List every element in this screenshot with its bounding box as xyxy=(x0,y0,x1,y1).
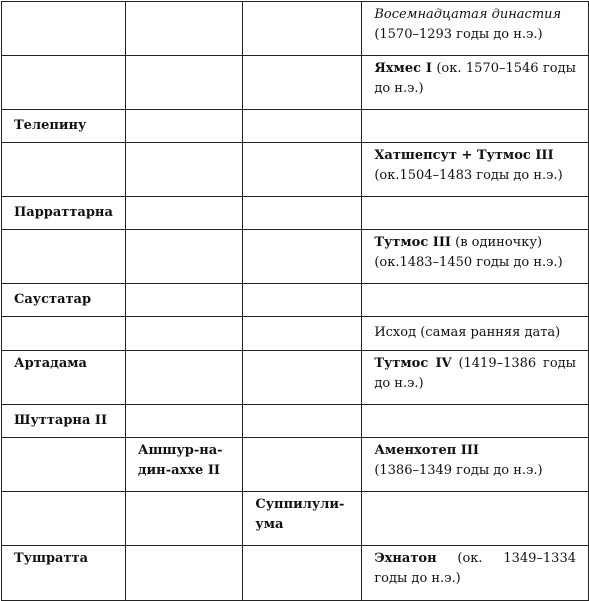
cell-mitanni: Парраттарна xyxy=(2,197,126,230)
cell-mitanni xyxy=(2,230,126,284)
cell-egypt xyxy=(362,492,589,546)
ruler-name: Тутмос III xyxy=(374,235,452,250)
table-row xyxy=(2,492,589,546)
cell-hatti xyxy=(243,492,362,546)
ruler-dates: (ок. 1349–1334 годы до н.э.) xyxy=(374,551,576,586)
ruler-dates: (ок. 1570–1546 годы до н.э.) xyxy=(374,61,576,96)
table-row xyxy=(2,197,589,230)
table-row xyxy=(2,438,589,492)
cell-hatti xyxy=(243,230,362,284)
cell-assyria xyxy=(125,110,243,143)
ruler-dates: (в одиночку) (ок.1483–1450 годы до н.э.) xyxy=(374,235,563,270)
cell-hatti xyxy=(243,438,362,492)
cell-hatti xyxy=(243,143,362,197)
table-row xyxy=(2,110,589,143)
ruler-dates: (1419–1386 годы до н.э.) xyxy=(374,356,576,391)
cell-hatti xyxy=(243,197,362,230)
cell-hatti xyxy=(243,317,362,351)
cell-mitanni: Саустатар xyxy=(2,284,126,317)
table-row xyxy=(2,351,589,405)
cell-mitanni xyxy=(2,2,126,56)
table-row xyxy=(2,143,589,197)
cell-hatti xyxy=(243,110,362,143)
ruler-name: Ашшур-на- xyxy=(137,443,223,458)
cell-mitanni xyxy=(2,438,126,492)
table-row xyxy=(2,317,589,351)
ruler-name-continued: дин-аххе II xyxy=(137,463,220,478)
cell-mitanni xyxy=(2,317,126,351)
ruler-name-continued: ума xyxy=(255,517,284,532)
cell-mitanni xyxy=(2,492,126,546)
cell-egypt xyxy=(362,351,589,405)
ruler-name: Хатшепсут + Тутмос III xyxy=(374,148,554,163)
cell-assyria xyxy=(125,56,243,110)
cell-assyria xyxy=(125,143,243,197)
table-row xyxy=(2,56,589,110)
cell-mitanni: Артадама xyxy=(2,351,126,405)
ruler-name: Яхмес I xyxy=(374,61,432,76)
cell-egypt xyxy=(362,284,589,317)
cell-egypt xyxy=(362,2,589,56)
cell-assyria xyxy=(125,230,243,284)
cell-egypt: Исход (самая ранняя дата) xyxy=(362,317,589,351)
table-row xyxy=(2,405,589,438)
cell-assyria xyxy=(125,546,243,601)
cell-egypt xyxy=(362,230,589,284)
ruler-dates: (ок.1504–1483 годы до н.э.) xyxy=(374,168,563,183)
cell-assyria xyxy=(125,492,243,546)
ruler-name: Аменхотеп III xyxy=(374,443,480,458)
cell-egypt xyxy=(362,438,589,492)
ruler-name: Суппилули- xyxy=(255,497,345,512)
cell-egypt xyxy=(362,197,589,230)
cell-mitanni xyxy=(2,56,126,110)
cell-hatti xyxy=(243,351,362,405)
table-row xyxy=(2,230,589,284)
cell-assyria xyxy=(125,2,243,56)
chronology-table xyxy=(1,1,589,601)
cell-assyria xyxy=(125,317,243,351)
dynasty-title: Восемнадцатая династия xyxy=(374,7,562,22)
cell-hatti xyxy=(243,546,362,601)
cell-assyria xyxy=(125,405,243,438)
cell-mitanni: Шуттарна II xyxy=(2,405,126,438)
dynasty-dates: (1570–1293 годы до н.э.) xyxy=(374,27,543,42)
cell-assyria xyxy=(125,197,243,230)
ruler-name: Тутмос IV xyxy=(374,356,452,371)
cell-hatti xyxy=(243,2,362,56)
cell-mitanni: Телепину xyxy=(2,110,126,143)
cell-hatti xyxy=(243,405,362,438)
cell-mitanni: Тушратта xyxy=(2,546,126,601)
cell-egypt xyxy=(362,56,589,110)
table-row xyxy=(2,546,589,601)
table-row xyxy=(2,284,589,317)
cell-egypt xyxy=(362,110,589,143)
cell-assyria xyxy=(125,351,243,405)
cell-hatti xyxy=(243,56,362,110)
ruler-dates: (1386–1349 годы до н.э.) xyxy=(374,463,543,478)
ruler-name: Эхнатон xyxy=(374,551,437,566)
cell-hatti xyxy=(243,284,362,317)
cell-egypt xyxy=(362,546,589,601)
cell-assyria xyxy=(125,284,243,317)
cell-egypt xyxy=(362,405,589,438)
cell-assyria xyxy=(125,438,243,492)
cell-mitanni xyxy=(2,143,126,197)
table-row xyxy=(2,2,589,56)
cell-egypt xyxy=(362,143,589,197)
